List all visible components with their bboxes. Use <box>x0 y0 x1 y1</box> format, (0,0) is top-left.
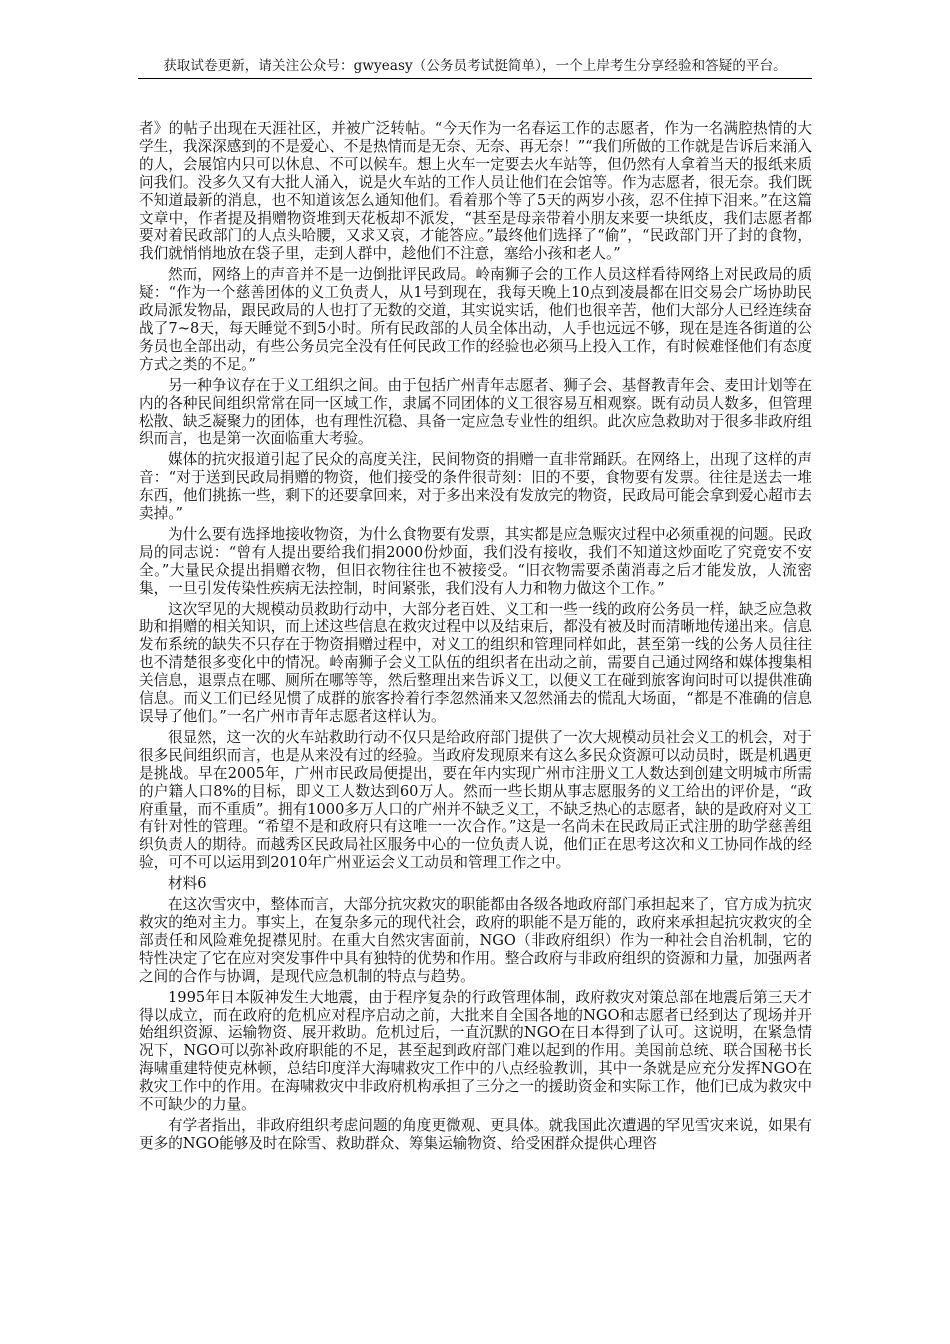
article-body <box>139 120 812 1156</box>
paragraph: 这次罕见的大规模动员救助行动中，大部分老百姓、义工和一些一线的政府公务员一样，缺乏应急救助和捐赠的相关知识，而上述这些信息在救灾过程中以及结束后，都没有被及时而清晰地传递出来。信息发布系统的缺失不只存在于物资捐赠过程中，对义工的组织和管理同样如此，甚至第一线的公务人员往往也不清楚很多变化中的情况。岭南狮子会义工队伍的组织者在出动之前，需要自己通过网络和媒体搜集相关信息，退票点在哪、厕所在哪等等，然后整理出来告诉义工，以便义工在碰到旅客询问时可以提供准确信息。而义工们已经见惯了成群的旅客拎着行李忽然涌来又忽然涌去的慌乱大场面，“都是不准确的信息误导了他们。”一名广州市青年志愿者这样认为。 <box>139 600 812 725</box>
paragraph: 然而，网络上的声音并不是一边倒批评民政局。岭南狮子会的工作人员这样看待网络上对民政局的质疑：“作为一个慈善团体的义工负责人，从1号到现在，我每天晚上10点到凌晨都在旧交易会广场协助民政局派发物品，跟民政局的人也打了无数的交道，其实说实话，他们也很辛苦，他们大部分人已经连续奋战了7~8天，每天睡觉不到5小时。所有民政部的人员全体出动，人手也远远不够，现在是连各街道的公务员也全部出动，有些公务员完全没有任何民政工作的经验也必须马上投入工作，有时候难怪他们有态度方式之类的不足。” <box>139 266 812 373</box>
paragraph: 另一种争议存在于义工组织之间。由于包括广州青年志愿者、狮子会、基督教青年会、麦田计划等在内的各种民间组织常常在同一区域工作，隶属不同团体的义工很容易互相观察。既有动员人数多，但管理松散、缺乏凝聚力的团体，也有理性沉稳、具备一定应急专业性的组织。此次应急救助对于很多非政府组织而言，也是第一次面临重大考验。 <box>139 376 812 448</box>
page-header <box>0 0 950 85</box>
paragraph: 媒体的抗灾报道引起了民众的高度关注，民间物资的捐赠一直非常踊跃。在网络上，出现了这样的声音：“对于送到民政局捐赠的物资，他们接受的条件很苛刻：旧的不要，食物要有发票。往往是送去一堆东西，他们挑拣一些，剩下的还要拿回来，对于多出来没有发放完的物资，民政局可能会拿到爱心超市去卖掉。” <box>139 451 812 523</box>
header-notice: 获取试卷更新，请关注公众号：gwyeasy（公务员考试挺简单），一个上岸考生分享经验和答疑的平台。 <box>163 58 787 74</box>
section-heading: 材料6 <box>168 875 207 893</box>
paragraph: 在这次雪灾中，整体而言，大部分抗灾救灾的职能都由各级各地政府部门承担起来了，官方成为抗灾救灾的绝对主力。事实上，在复杂多元的现代社会，政府的职能不是万能的，政府来承担起抗灾救灾的全部责任和风险难免捉襟见肘。在重大自然灾害面前，NGO（非政府组织）作为一种社会自治机制，它的特性决定了它在应对突发事件中具有独特的优势和作用。整合政府与非政府组织的资源和力量，加强两者之间的合作与协调，是现代应急机制的特点与趋势。 <box>139 896 812 985</box>
paragraph: 1995年日本阪神发生大地震，由于程序复杂的行政管理体制，政府救灾对策总部在地震后第三天才得以成立，而在政府的危机应对程序启动之前，大批来自全国各地的NGO和志愿者已经到达了现场并开始组织资源、运输物资、展开救助。危机过后，一直沉默的NGO在日本得到了认可。这说明，在紧急情况下，NGO可以弥补政府职能的不足，甚至起到政府部门难以起到的作用。美国前总统、联合国秘书长海啸重建特使克林顿，总结印度洋大海啸救灾工作中的八点经验教训，其中一条就是应充分发挥NGO在救灾工作中的作用。在海啸救灾中非政府机构承担了三分之一的援助资金和实际工作，他们已成为救灾中不可缺少的力量。 <box>139 988 812 1114</box>
header-divider <box>138 78 812 79</box>
paragraph: 很显然，这一次的火车站救助行动不仅只是给政府部门提供了一次大规模动员社会义工的机会，对于很多民间组织而言，也是从来没有过的经验。当政府发现原来有这么多民众资源可以动员时，既是机遇更是挑战。早在2005年，广州市民政局便提出，要在年内实现广州市注册义工人数达到创建文明城市所需的户籍人口8%的目标，即义工人数达到60万人。然而一些长期从事志愿服务的义工给出的评价是，“政府重量，而不重质”。拥有1000多万人口的广州并不缺乏义工，不缺乏热心的志愿者，缺的是政府对义工有针对性的管理。“希望不是和政府只有这唯一一次合作。”这是一名尚未在民政局正式注册的助学慈善组织负责人的期待。而越秀区民政局社区服务中心的一位负责人说，他们正在思考这次和义工协同作战的经验，可不可以运用到2010年广州亚运会义工动员和管理工作之中。 <box>139 728 812 872</box>
paragraph: 有学者指出，非政府组织考虑问题的角度更微观、更具体。就我国此次遭遇的罕见雪灾来说，如果有更多的NGO能够及时在除雪、救助群众、筹集运输物资、给受困群众提供心理咨 <box>139 1116 812 1152</box>
paragraph: 者》的帖子出现在天涯社区，并被广泛转帖。“今天作为一名春运工作的志愿者，作为一名满腔热情的大学生，我深深感到的不是爱心、不是热情而是无奈、无奈、再无奈！”“我们所做的工作就是告诉后来涌入的人，会展馆内只可以休息、不可以候车。想上火车一定要去火车站等，但仍然有人拿着当天的报纸来质问我们。没多久又有大批人涌入，说是火车站的工作人员让他们在会馆等。作为志愿者，很无奈。我们既不知道最新的消息，也不知道该怎么通知他们。看着那个等了5天的两岁小孩，忍不住掉下泪来。”在这篇文章中，作者提及捐赠物资堆到天花板却不派发，“甚至是母亲带着小朋友来要一块纸皮，我们志愿者都要对着民政部门的人点头哈腰，又求又哀，才能答应。”最终他们选择了“偷”，“民政部门开了封的食物，我们就悄悄地放在袋子里，走到人群中，趁他们不注意，塞给小孩和老人。” <box>139 120 812 263</box>
paragraph: 为什么要有选择地接收物资，为什么食物要有发票，其实都是应急赈灾过程中必须重视的问题。民政局的同志说：“曾有人提出要给我们捐2000份炒面，我们没有接收，我们不知道这炒面吃了究竟安不安全。”大量民众提出捐赠衣物，但旧衣物往往也不被接受。“旧衣物需要杀菌消毒之后才能发放，人流密集，一旦引发传染性疾病无法控制，时间紧张，我们没有人力和物力做这个工作。” <box>139 525 812 597</box>
